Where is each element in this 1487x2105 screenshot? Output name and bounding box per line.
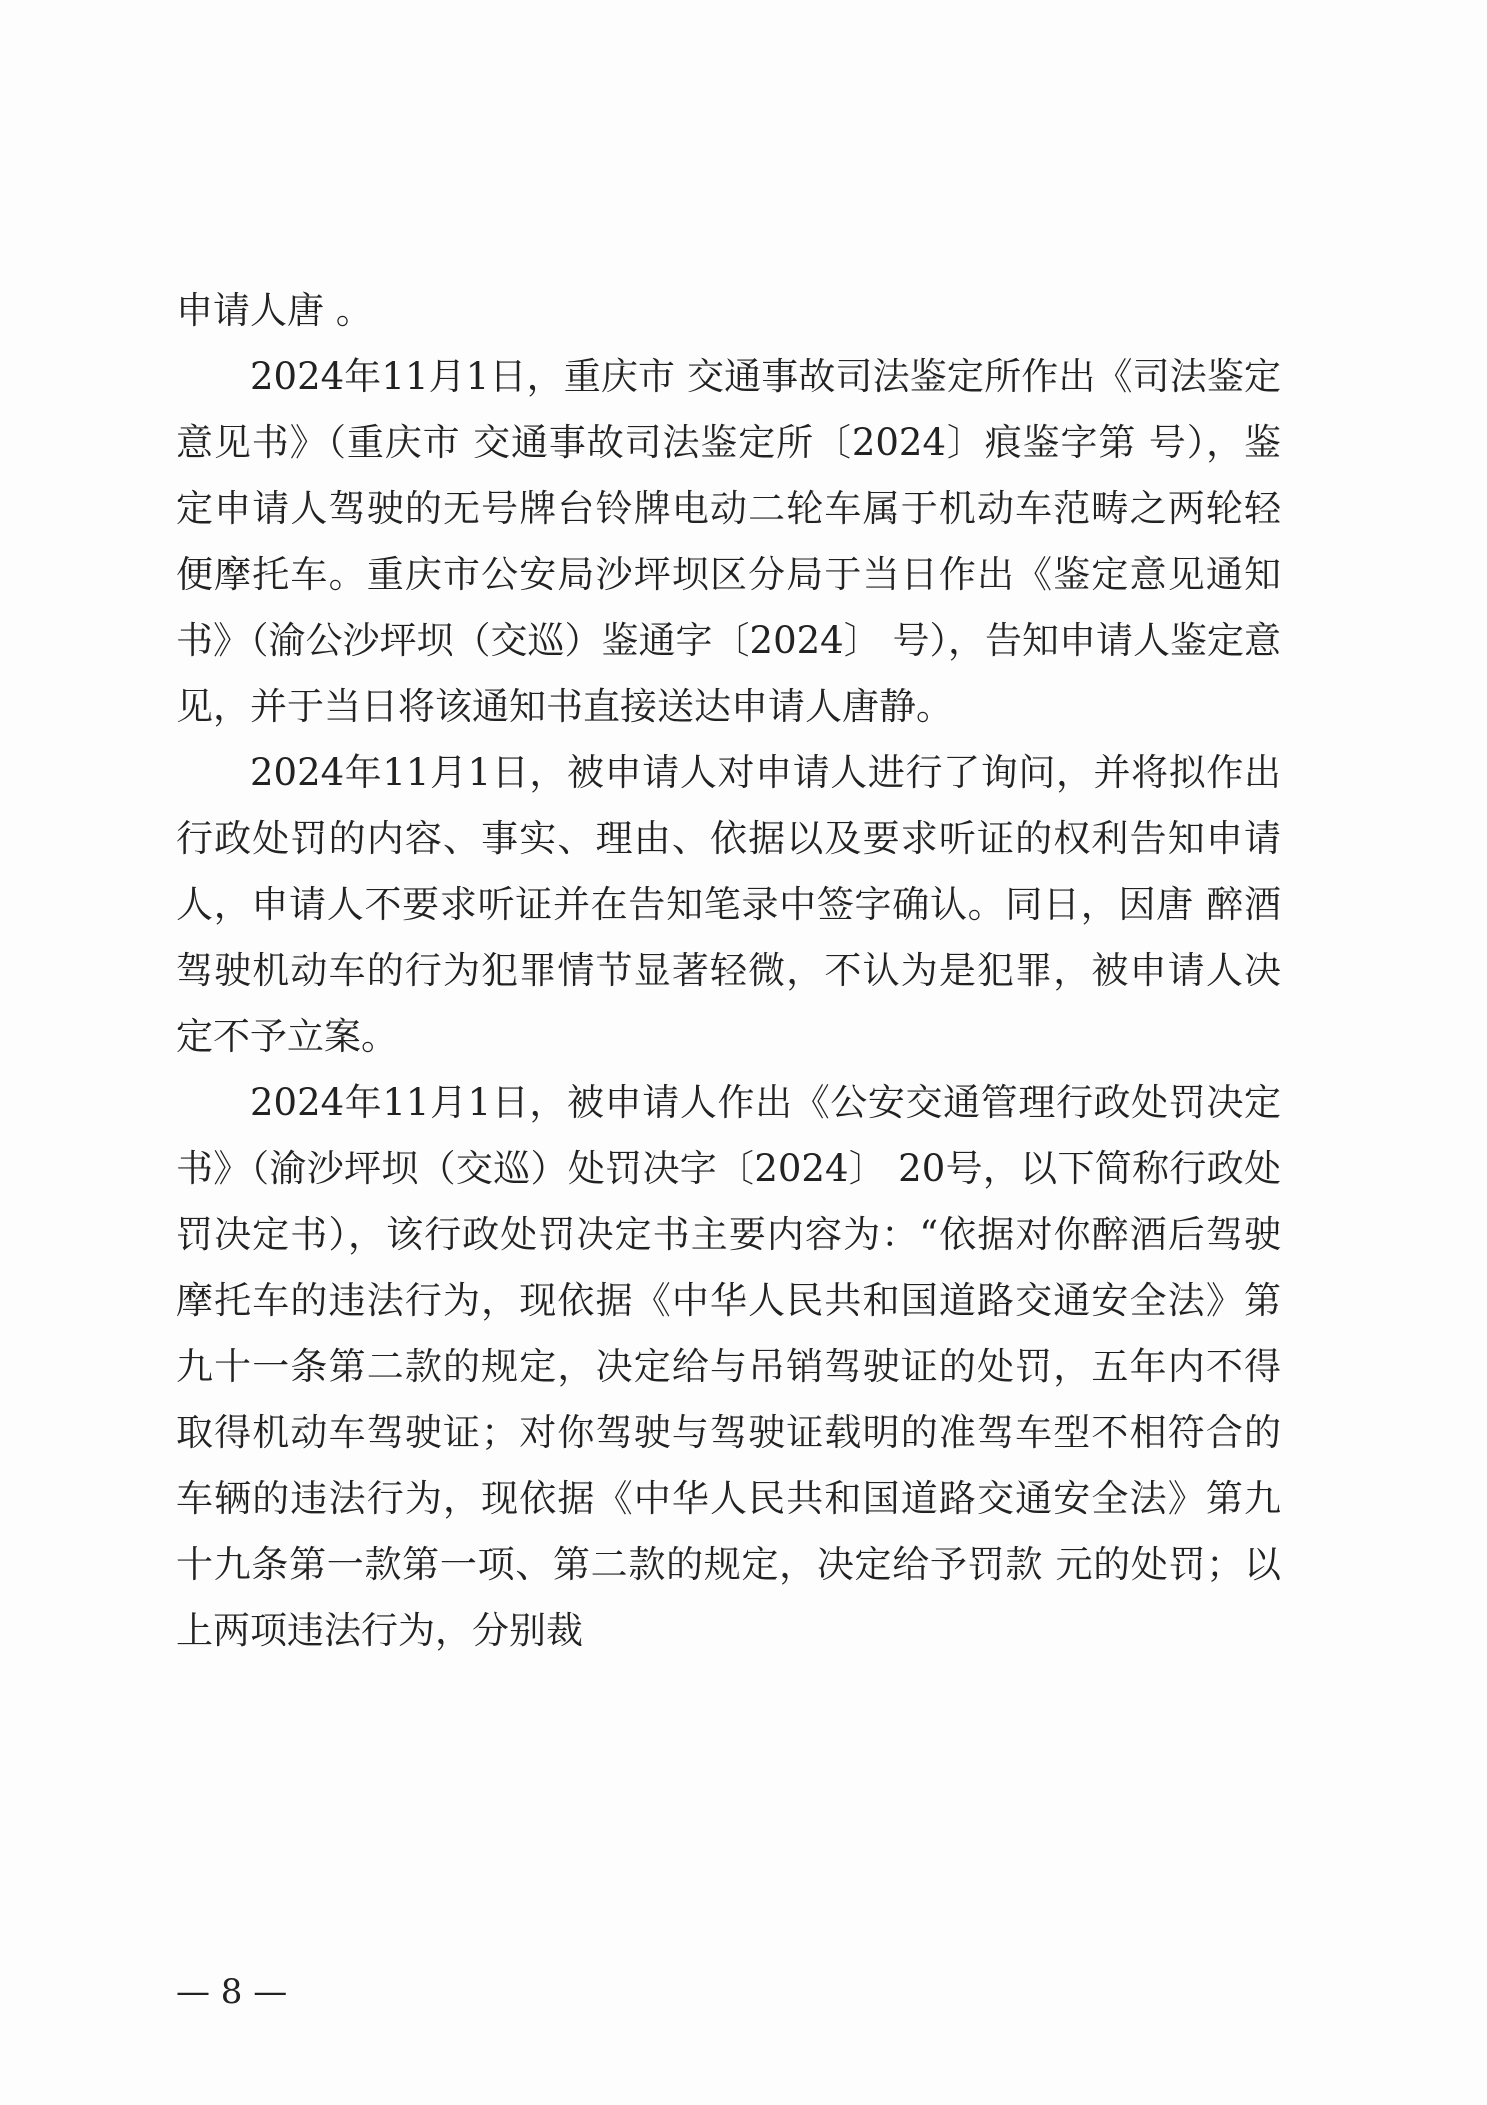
paragraph-forensic-appraisal: 2024年11月1日，重庆市 交通事故司法鉴定所作出《司法鉴定意见书》（重庆市 交通事故司法鉴定所〔2024〕痕鉴字第 号），鉴定申请人驾驶的无号牌台铃牌电动二轮车属于机动车范畴之两轮轻便摩托车。重庆市公安局沙坪坝区分局于当日作出《鉴定意见通知书》（渝公沙坪坝（交巡）鉴通字〔2024〕 号），告知申请人鉴定意见，并于当日将该通知书直接送达申请人唐静。 (176, 355, 1281, 728)
paragraph-applicant: 申请人唐 。 (176, 289, 373, 332)
document-body (176, 278, 1281, 1664)
page-number: — 8 — (176, 1972, 288, 2012)
paragraph-penalty-decision: 2024年11月1日，被申请人作出《公安交通管理行政处罚决定书》（渝沙坪坝（交巡）处罚决字〔2024〕 20号，以下简称行政处罚决定书），该行政处罚决定书主要内容为：“依据对你醉酒后驾驶摩托车的违法行为，现依据《中华人民共和国道路交通安全法》第九十一条第二款的规定，决定给与吊销驾驶证的处罚，五年内不得取得机动车驾驶证；对你驾驶与驾驶证载明的准驾车型不相符合的车辆的违法行为，现依据《中华人民共和国道路交通安全法》第九十九条第一款第一项、第二款的规定，决定给予罚款 元的处罚；以上两项违法行为，分别裁 (176, 1081, 1281, 1652)
paragraph-inquiry: 2024年11月1日，被申请人对申请人进行了询问，并将拟作出行政处罚的内容、事实、理由、依据以及要求听证的权利告知申请人，申请人不要求听证并在告知笔录中签字确认。同日，因唐 醉酒驾驶机动车的行为犯罪情节显著轻微，不认为是犯罪，被申请人决定不予立案。 (176, 751, 1281, 1058)
